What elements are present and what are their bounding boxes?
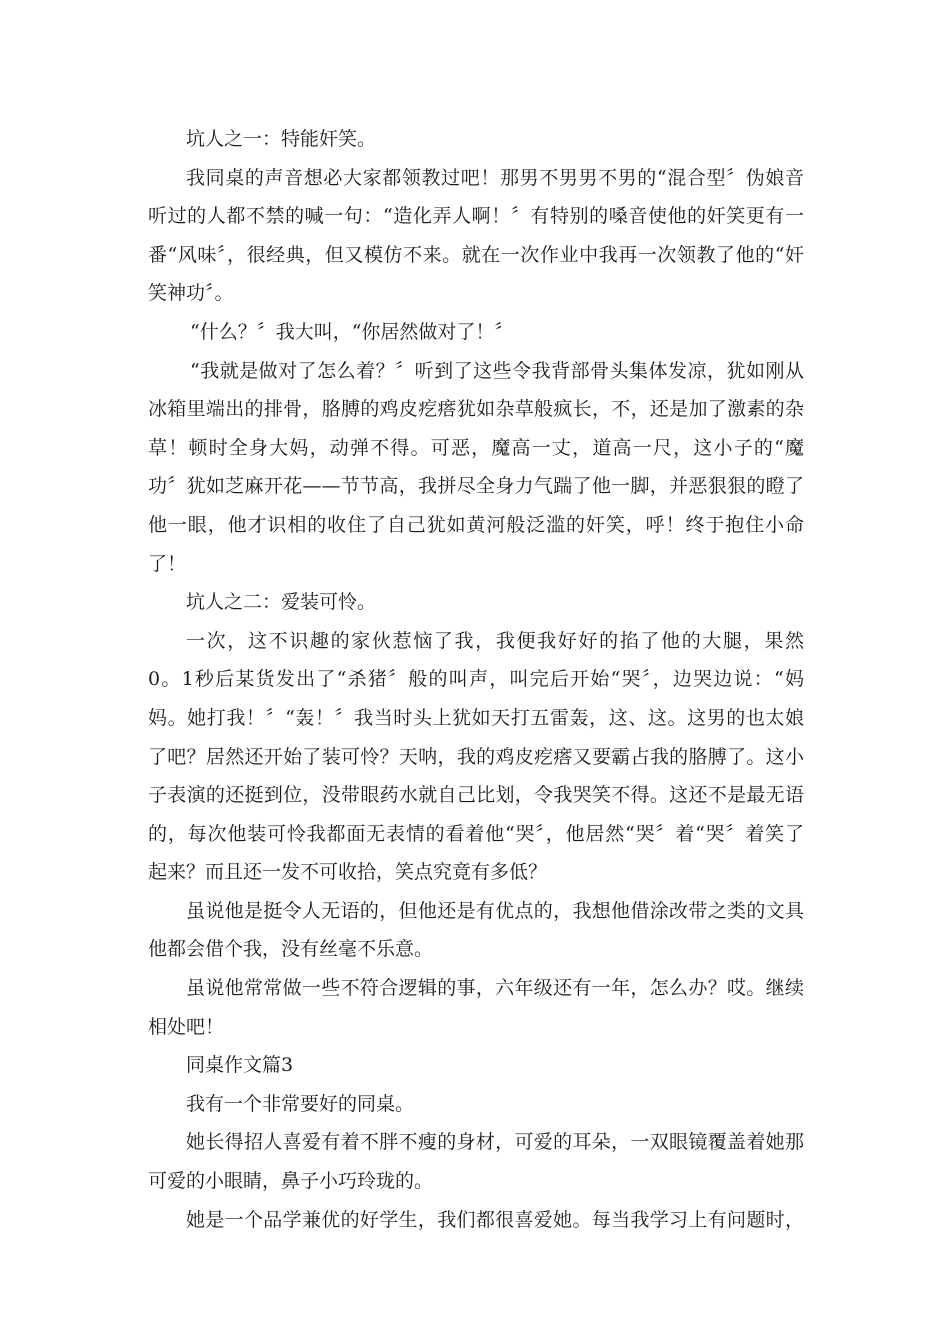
paragraph-line: 我有一个非常要好的同桌。 <box>186 1092 415 1115</box>
paragraph-line: 的，每次他装可怜我都面无表情的看着他“哭〞，他居然“哭〞着“哭〞着笑了 <box>148 822 804 845</box>
paragraph-line: 他一眼，他才识相的收住了自己犹如黄河般泛滥的奸笑，呼！终于抱住小命 <box>148 513 804 536</box>
paragraph-line: 相处吧！ <box>148 1015 225 1038</box>
paragraph-line: 她是一个品学兼优的好学生，我们都很喜爱她。每当我学习上有问题时， <box>186 1208 804 1231</box>
paragraph-line: 可爱的小眼睛，鼻子小巧玲珑的。 <box>148 1170 434 1193</box>
dialogue-line: “什么？〞我大叫，“你居然做对了！〞 <box>190 320 514 343</box>
paragraph-line: 他都会借个我，没有丝毫不乐意。 <box>148 938 434 961</box>
paragraph-line: 虽说他常常做一些不符合逻辑的事，六年级还有一年，怎么办？哎。继续 <box>186 977 804 1000</box>
paragraph-line: 冰箱里端出的排骨，胳膊的鸡皮疙瘩犹如杂草般疯长，不，还是加了激素的杂 <box>148 398 804 421</box>
paragraph-line: 我同桌的声音想必大家都领教过吧！那男不男男不男的“混合型〞伪娘音 <box>186 166 804 189</box>
paragraph-line: 虽说他是挺令人无语的，但他还是有优点的，我想他借涂改带之类的文具 <box>186 899 804 922</box>
paragraph-line: 草！顿时全身大妈，动弹不得。可恶，魔高一丈，道高一尺，这小子的“魔 <box>148 436 804 459</box>
section-heading-2: 坑人之二：爱装可怜。 <box>186 591 377 614</box>
paragraph-line: 0。1秒后某货发出了“杀猪〞般的叫声，叫完后开始“哭〞，边哭边说：“妈 <box>148 668 804 691</box>
paragraph-line: 了吧？居然还开始了装可怜？天呐，我的鸡皮疙瘩又要霸占我的胳膊了。这小 <box>148 745 804 768</box>
paragraph-line: 功〞犹如芝麻开花——节节高，我拼尽全身力气踹了他一脚，并恶狠狠的瞪了 <box>148 475 804 498</box>
paragraph-line: 了！ <box>148 552 187 575</box>
paragraph-line: 听过的人都不禁的喊一句：“造化弄人啊！〞有特别的嗓音使他的奸笑更有一 <box>148 205 804 228</box>
paragraph-line: “我就是做对了怎么着？〞听到了这些令我背部骨头集体发凉，犹如刚从 <box>190 359 804 382</box>
article-title: 同桌作文篇3 <box>186 1054 294 1077</box>
paragraph-line: 笑神功〞。 <box>148 282 234 305</box>
paragraph-line: 起来？而且还一发不可收拾，笑点究竟有多低？ <box>148 861 548 884</box>
document-body <box>148 120 804 1239</box>
paragraph-line: 一次，这不识趣的家伙惹恼了我，我便我好好的掐了他的大腿，果然 <box>186 629 804 652</box>
paragraph-line: 番“风味〞，很经典，但又模仿不来。就在一次作业中我再一次领教了他的“奸 <box>148 243 804 266</box>
paragraph-line: 子表演的还挺到位，没带眼药水就自己比划，令我哭笑不得。这还不是最无语 <box>148 784 804 807</box>
paragraph-line: 她长得招人喜爱有着不胖不瘦的身材，可爱的耳朵，一双眼镜覆盖着她那 <box>186 1131 804 1154</box>
section-heading-1: 坑人之一：特能奸笑。 <box>186 128 377 150</box>
paragraph-line: 妈。她打我！〞“轰！〞我当时头上犹如天打五雷轰，这、这。这男的也太娘 <box>148 706 804 729</box>
